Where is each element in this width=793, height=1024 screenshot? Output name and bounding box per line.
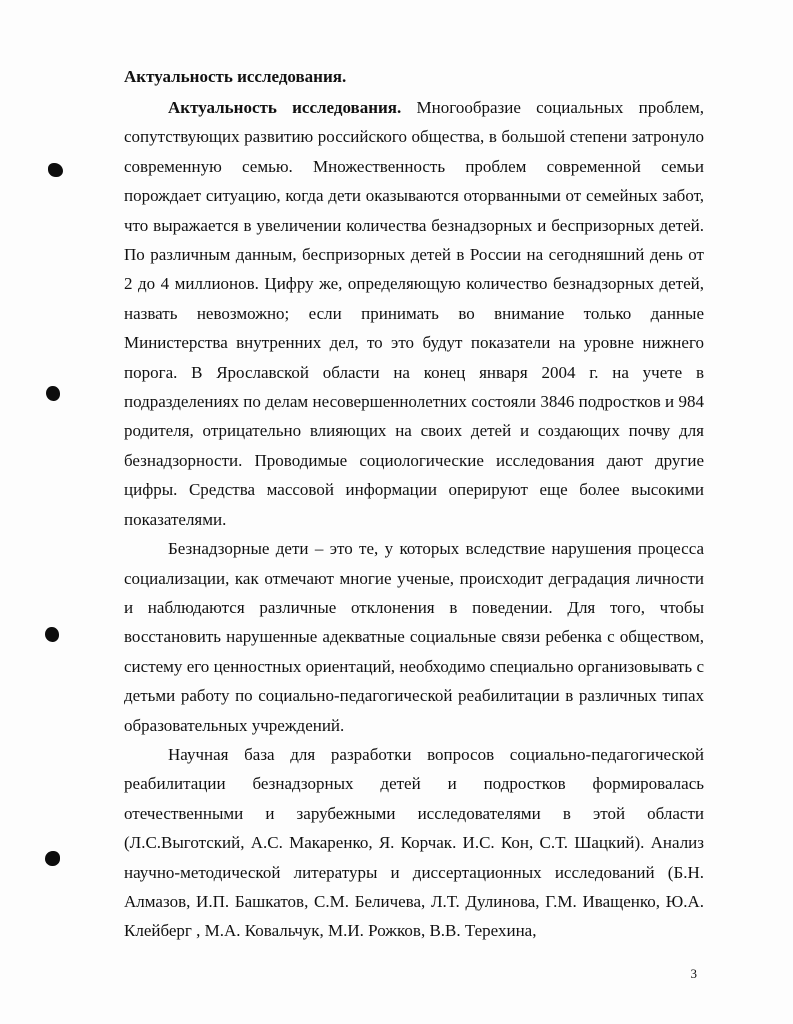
paragraph-text: Безнадзорные дети – это те, у которых вследствие нарушения процесса социализации, как отмечают многие ученые, происходит деградация личности и наблюдаются различные отклонения в поведении. Для того, чтобы восстановить нарушенные адекватные социальные связи ребенка с обществом, систему его ценностных ориентаций, необходимо специально организовывать с детьми работу по социально-педагогической реабилитации в различных типах образовательных учреждений. bbox=[124, 539, 704, 735]
punch-hole-mark bbox=[48, 163, 63, 177]
paragraph-text: Многообразие социальных проблем, сопутствующих развитию российского общества, в большой степени затронуло современную семью. Множественность проблем современной семьи порождает ситуацию, когда дети оказываются оторванными от семейных забот, что выражается в увеличении количества безнадзорных и беспризорных детей. По различным данным, беспризорных детей в России на сегодняшний день от 2 до 4 миллионов. Цифру же, определяющую количество безнадзорных детей, назвать невозможно; если принимать во внимание только данные Министерства внутренних дел, то это будут показатели на уровне нижнего порога. В Ярославской области на конец января 2004 г. на учете в подразделениях по делам несовершеннолетних состояли 3846 подростков и 984 родителя, отрицательно влияющих на своих детей и создающих почву для безнадзорности. Проводимые социологические исследования дают другие цифры. Средства массовой информации оперируют еще более высокими показателями. bbox=[124, 98, 704, 529]
paragraph-text: Научная база для разработки вопросов социально-педагогической реабилитации безнадзорных детей и подростков формировалась отечественными и зарубежными исследователями в этой области (Л.С.Выготский, А.С. Макаренко, Я. Корчак. И.С. Кон, С.Т. Шацкий). Анализ научно-методической литературы и диссертационных исследований (Б.Н. Алмазов, И.П. Башкатов, С.М. Беличева, Л.Т. Дулинова, Г.М. Иващенко, Ю.А. Клейберг , М.А. Ковальчук, М.И. Рожков, В.В. Терехина, bbox=[124, 744, 704, 941]
punch-hole-mark bbox=[45, 851, 60, 866]
punch-hole-mark bbox=[45, 627, 59, 642]
section-heading: Актуальность исследования. bbox=[124, 67, 347, 86]
body-text bbox=[124, 93, 704, 946]
paragraph-lead: Актуальность исследования. bbox=[168, 98, 402, 117]
paragraph-3 bbox=[124, 740, 704, 946]
paragraph-1 bbox=[124, 93, 704, 534]
page-number: 3 bbox=[690, 966, 697, 981]
paragraph-2 bbox=[124, 534, 704, 740]
punch-hole-mark bbox=[46, 386, 60, 401]
